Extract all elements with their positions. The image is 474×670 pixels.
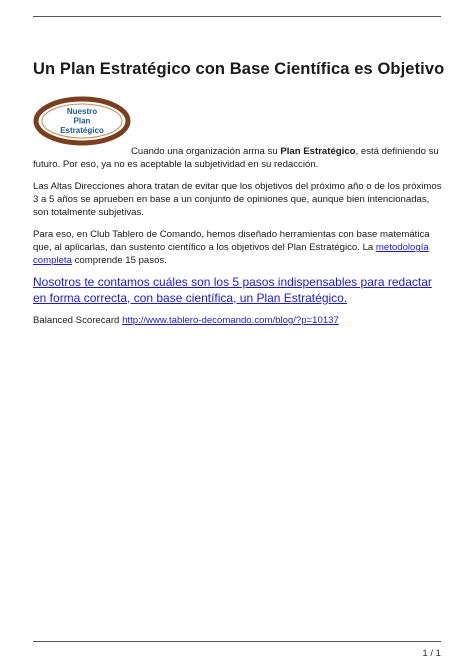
paragraph-club-tablero — [33, 228, 443, 268]
blog-url-link[interactable]: http://www.tablero-decomando.com/blog/?p=10137 — [122, 315, 339, 326]
nuestro-plan-estrategico-logo — [33, 96, 131, 146]
logo-text-line1: Nuestro — [66, 107, 98, 116]
paragraph-intro-text-end: , está definiendo su futuro. Por eso, ya no es aceptable la subjetividad en su redacción. — [33, 146, 439, 171]
top-rule — [33, 16, 441, 17]
bottom-rule — [33, 641, 441, 642]
metodologia-completa-link[interactable]: metodología completa — [33, 242, 429, 267]
paragraph-intro — [33, 145, 443, 171]
page-number: 1 / 1 — [422, 648, 441, 659]
logo-text-line3: Estratégico — [60, 126, 104, 135]
document-title: Un Plan Estratégico con Base Científica es Objetivo — [33, 60, 445, 78]
paragraph-intro-text: Cuando una organización arma su — [131, 146, 281, 157]
paragraph-altas-direcciones: Las Altas Direcciones ahora tratan de evitar que los objetivos del próximo año o de los próximos 3 a 5 años se aprueben en base a un conjunto de opiniones que, aunque bien intencionadas, son totalmente subjetivas. — [33, 181, 442, 219]
balanced-scorecard-line — [33, 314, 339, 327]
balanced-scorecard-label: Balanced Scorecard — [33, 315, 123, 326]
paragraph-club-text-end: comprende 15 pasos. — [71, 255, 167, 267]
paragraph-club-text: Para eso, en Club Tablero de Comando, hemos diseñado herramientas con base matemática que, al aplicarlas, dan sustento científico a los objetivos del Plan Estratégico. La — [33, 229, 430, 254]
five-steps-link[interactable]: Nosotros te contamos cuáles son los 5 pasos indispensables para redactar en forma correcta, con base científica, un Plan Estratégico. — [33, 275, 432, 305]
logo-text-line2: Plan — [73, 116, 91, 126]
cta-block — [33, 275, 443, 306]
plan-estrategico-bold: Plan Estratégico — [280, 146, 356, 157]
